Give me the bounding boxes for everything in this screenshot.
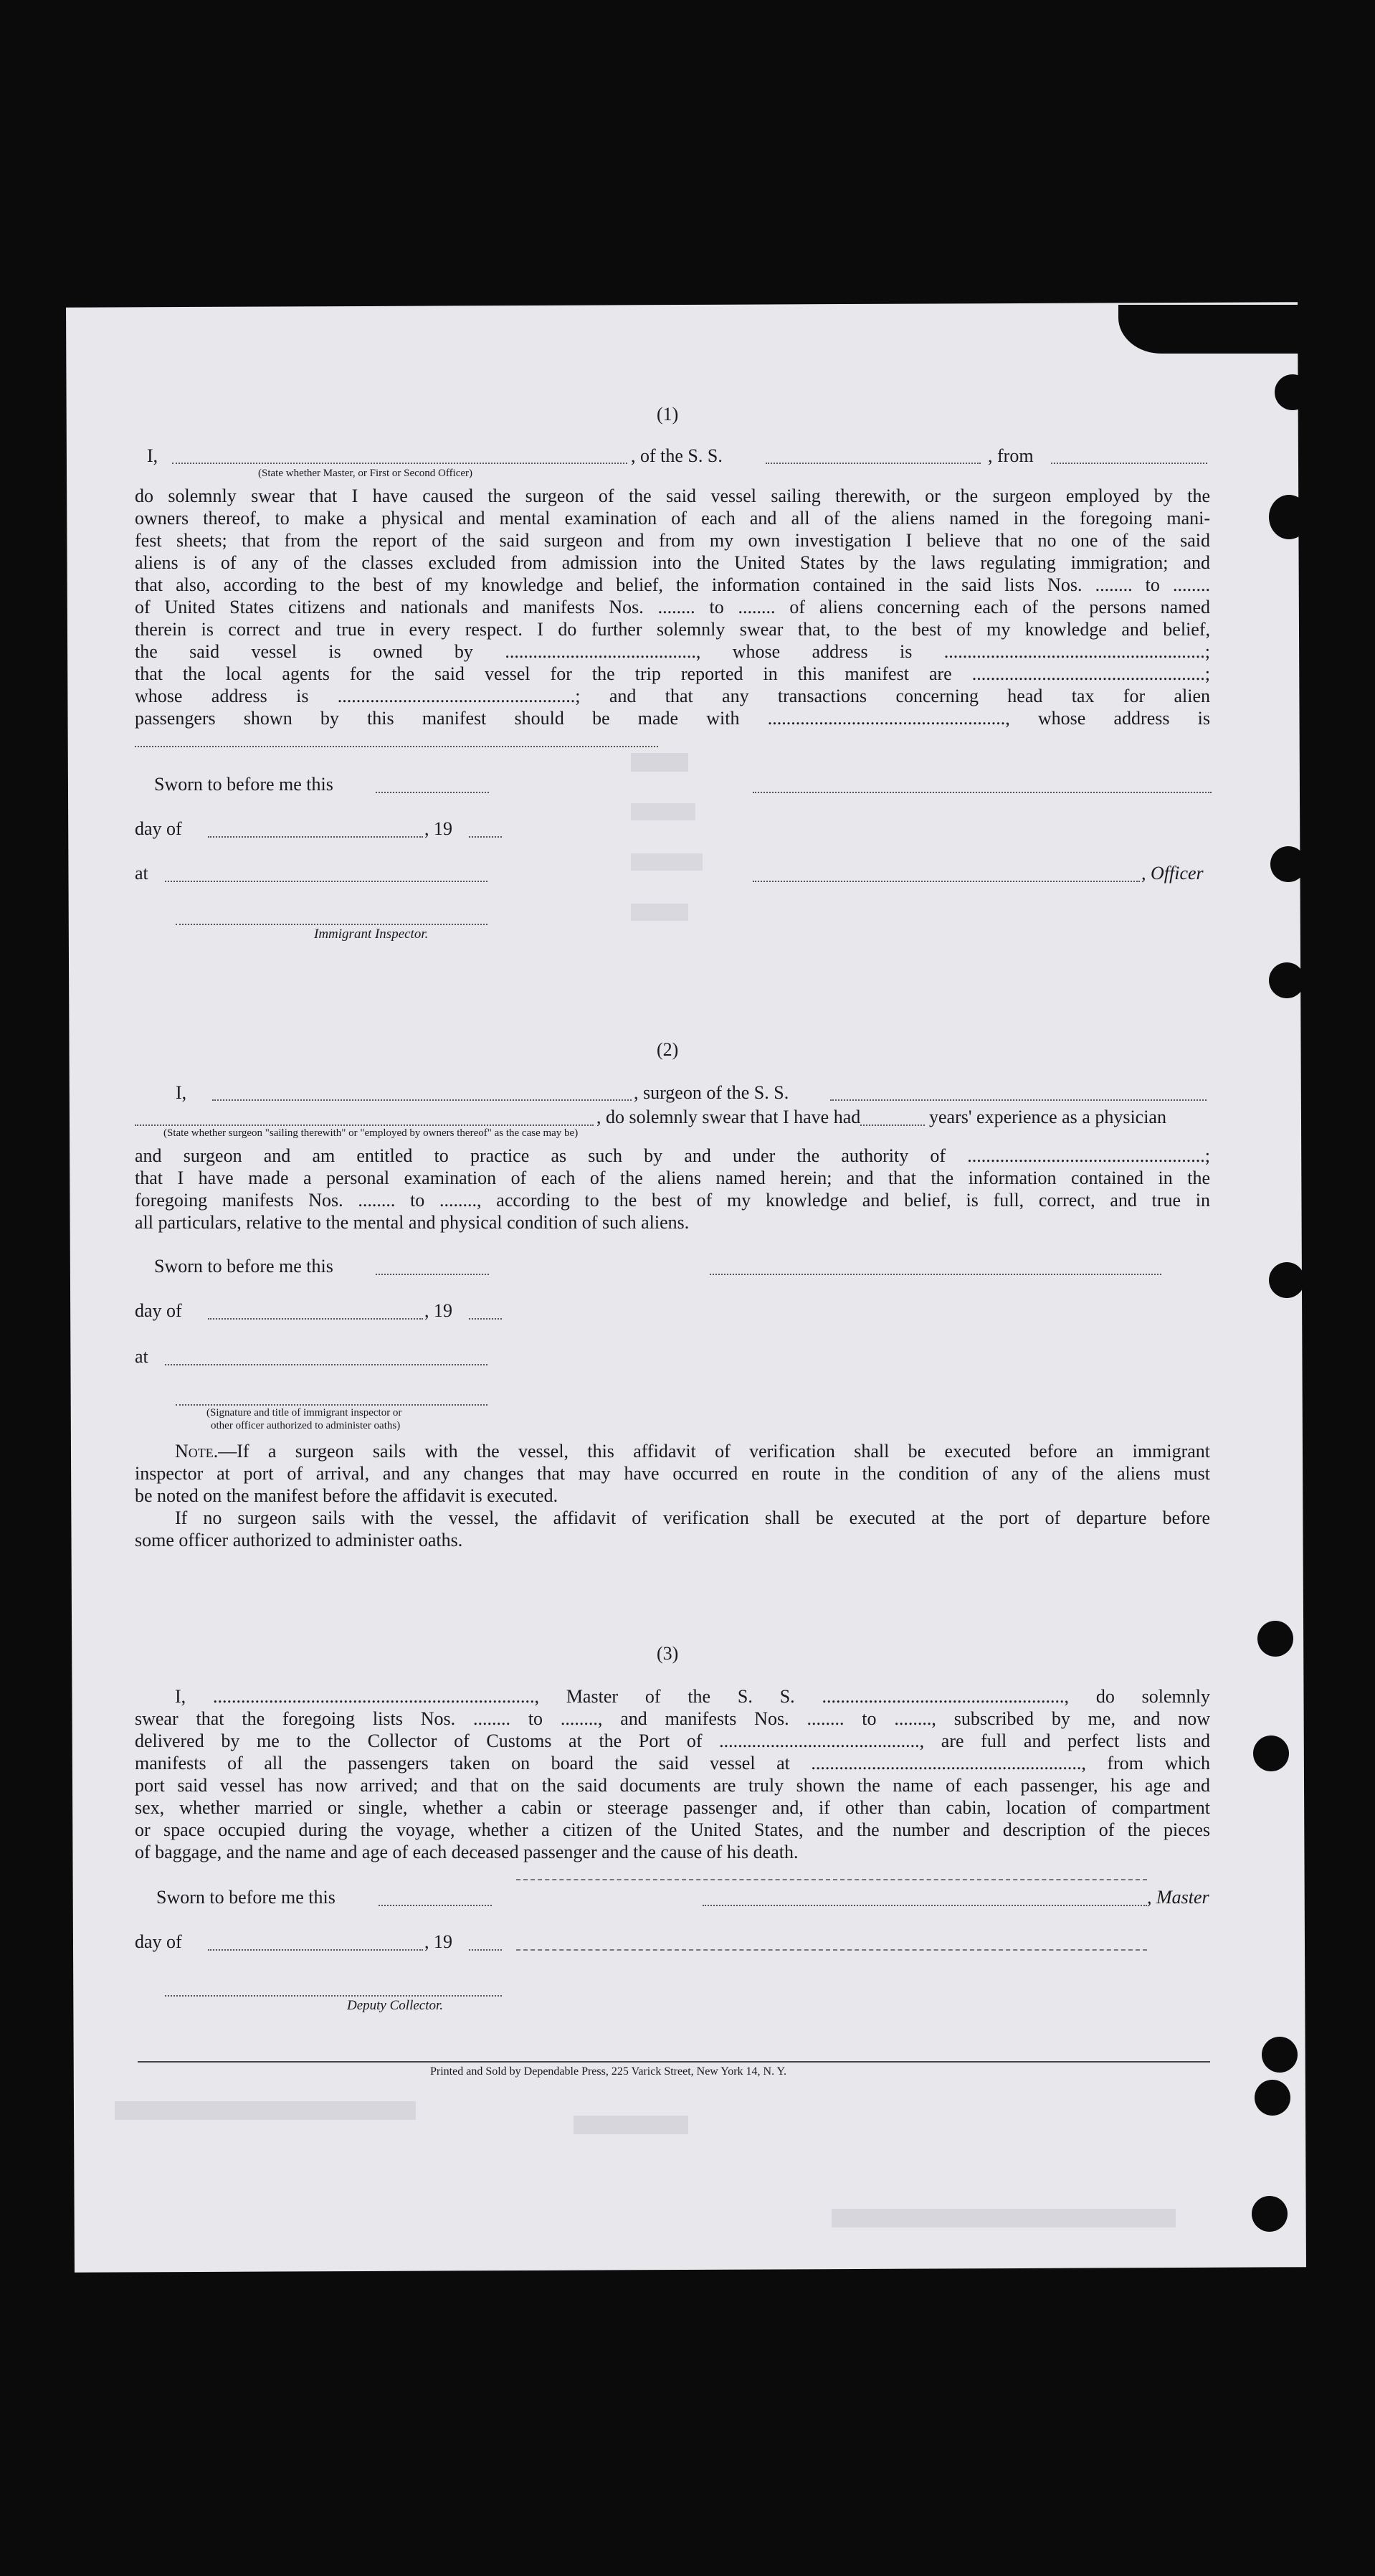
immigrant-inspector-caption: Immigrant Inspector. xyxy=(314,927,429,942)
section-2-number: (2) xyxy=(657,1039,679,1060)
section-1-from: , from xyxy=(988,445,1034,466)
section-3-number: (3) xyxy=(657,1643,679,1664)
section-2-inspector-signature-field[interactable] xyxy=(176,1404,487,1406)
section-2-surgeon-of-ss: , surgeon of the S. S. xyxy=(634,1082,789,1103)
section-2-paragraph xyxy=(135,1145,1210,1233)
section-3-year-label: , 19 xyxy=(424,1931,452,1952)
note-line: inspector at port of arrival, and any changes that may have occurred en route in the condition of any of the aliens must xyxy=(135,1463,1210,1484)
vessel-name-field[interactable] xyxy=(766,463,981,464)
bleed-through-mark xyxy=(574,2116,688,2134)
section-2-line: foregoing manifests Nos. ........ to ........, according to the best of my knowledge and belief, is full, correct, and true in xyxy=(135,1190,1210,1211)
bleed-through-mark xyxy=(631,803,695,820)
section-1-year-label: , 19 xyxy=(424,818,452,839)
section-3-day-field[interactable] xyxy=(208,1949,423,1951)
section-2-at-field[interactable] xyxy=(165,1364,487,1365)
note-line: some officer authorized to administer oaths. xyxy=(135,1530,463,1550)
section-1-officer-field[interactable] xyxy=(753,881,1140,882)
section-1-i: I, xyxy=(147,445,158,466)
section-1-line: do solemnly swear that I have caused the surgeon of the said vessel sailing therewith, or the surgeon employed by the xyxy=(135,486,1210,506)
section-1-inspector-signature-field[interactable] xyxy=(176,924,487,925)
section-1-sworn-label: Sworn to before me this xyxy=(154,774,333,795)
section-1-of-ss: , of the S. S. xyxy=(631,445,723,466)
section-3-line: delivered by me to the Collector of Customs at the Port of ..........................................., are full and perfect lists and xyxy=(135,1730,1210,1751)
section-2-swear: , do solemnly swear that I have had xyxy=(596,1107,861,1127)
section-2-line: all particulars, relative to the mental and physical condition of such aliens. xyxy=(135,1212,690,1233)
bleed-through-mark xyxy=(631,853,703,871)
note-label: Note. xyxy=(175,1441,219,1462)
section-2-vessel-field[interactable] xyxy=(830,1099,1207,1101)
surgeon-name-field[interactable] xyxy=(212,1099,632,1101)
section-2-years: years' experience as a physician xyxy=(929,1107,1166,1127)
from-port-field[interactable] xyxy=(1051,463,1207,464)
section-1-sworn-date-field[interactable] xyxy=(376,792,489,793)
section-1-paragraph xyxy=(135,485,1210,729)
bleed-through-mark xyxy=(631,753,688,772)
binder-hole xyxy=(1270,846,1306,882)
section-2-day-field[interactable] xyxy=(208,1318,423,1320)
section-1-officer-label: , Officer xyxy=(1141,863,1204,884)
section-1-line: aliens is of any of the classes excluded from admission into the United States by the laws regulating immigration; and xyxy=(135,552,1210,573)
binder-hole xyxy=(1252,2196,1288,2232)
footer-rule xyxy=(138,2061,1210,2063)
section-3-line: manifests of all the passengers taken on board the said vessel at .........................................................., from which xyxy=(135,1753,1210,1774)
section-3-line: I, ....................................................................., Master of the S. S. ...................................................., do solemnly xyxy=(175,1686,1210,1707)
note-line xyxy=(135,1440,1210,1462)
bleed-through-mark xyxy=(631,904,688,921)
section-3-line: sex, whether married or single, whether a cabin or steerage passenger and, if other than cabin, location of compartment xyxy=(135,1797,1210,1818)
surgeon-status-field[interactable] xyxy=(135,1124,594,1126)
binder-hole xyxy=(1269,1262,1305,1298)
section-1-at-label: at xyxy=(135,863,148,884)
section-3-line: or space occupied during the voyage, whether a citizen of the United States, and the number and description of the pieces xyxy=(135,1819,1210,1840)
signature-caption-line-1: (Signature and title of immigrant inspector or xyxy=(206,1407,402,1419)
section-3-master-label: , Master xyxy=(1147,1887,1209,1908)
section-2-i: I, xyxy=(176,1082,187,1103)
section-1-line: the said vessel is owned by ........................................., whose address is ........................................................; xyxy=(135,641,1210,662)
note-line: If no surgeon sails with the vessel, the affidavit of verification shall be executed at the port of departure before xyxy=(175,1507,1210,1528)
section-3-year-field[interactable] xyxy=(469,1949,502,1951)
binder-hole xyxy=(1269,495,1309,539)
section-1-at-field[interactable] xyxy=(165,881,487,882)
section-3-dashed-rule xyxy=(516,1949,1147,1951)
printer-credit: Printed and Sold by Dependable Press, 225 Varick Street, New York 14, N. Y. xyxy=(430,2065,786,2078)
section-2-line: that I have made a personal examination of each of the aliens named herein; and that the information contained in the xyxy=(135,1168,1210,1188)
section-2-year-field[interactable] xyxy=(469,1318,502,1320)
note-line: be noted on the manifest before the affidavit is executed. xyxy=(135,1485,558,1506)
note-block xyxy=(135,1440,1210,1551)
section-1-line: passengers shown by this manifest should be made with ..................................................., whose address is xyxy=(135,708,1210,729)
section-1-line: whose address is ...................................................; and that any transactions concerning head tax for alien xyxy=(135,686,1210,706)
binder-hole xyxy=(1275,374,1310,410)
section-1-line: therein is correct and true in every respect. I do further solemnly swear that, to the best of my knowledge and belief, xyxy=(135,619,1210,640)
section-1-number: (1) xyxy=(657,404,679,425)
years-experience-field[interactable] xyxy=(860,1124,925,1126)
torn-corner xyxy=(1118,305,1305,354)
section-3-day-of-label: day of xyxy=(135,1931,182,1952)
section-1-day-field[interactable] xyxy=(208,836,423,838)
section-2-signature-field[interactable] xyxy=(710,1274,1161,1275)
section-1-line: of United States citizens and nationals and manifests Nos. ........ to ........ of aliens concerning each of the persons named xyxy=(135,597,1210,617)
master-name-field[interactable] xyxy=(172,463,627,464)
section-1-line: that also, according to the best of my knowledge and belief, the information contained in the said lists Nos. ........ to ........ xyxy=(135,574,1210,595)
section-1-year-field[interactable] xyxy=(469,836,502,838)
address-continuation-field[interactable] xyxy=(135,746,658,747)
section-3-sworn-label: Sworn to before me this xyxy=(156,1887,336,1908)
section-1-line: owners thereof, to make a physical and mental examination of each and all of the aliens named in the foregoing mani- xyxy=(135,508,1210,529)
section-2-at-label: at xyxy=(135,1346,148,1367)
section-3-dashed-rule xyxy=(516,1879,1147,1880)
binder-hole xyxy=(1257,1621,1293,1657)
section-3-line: swear that the foregoing lists Nos. ........ to ........, and manifests Nos. ........ to ........, subscribed by me, and now xyxy=(135,1708,1210,1729)
section-2-day-of-label: day of xyxy=(135,1300,182,1321)
binder-hole xyxy=(1262,2037,1298,2073)
binder-hole xyxy=(1255,2080,1290,2116)
section-2-sworn-label: Sworn to before me this xyxy=(154,1256,333,1277)
signature-caption-line-2: other officer authorized to administer oaths) xyxy=(211,1420,401,1431)
bleed-through-mark xyxy=(832,2209,1176,2227)
section-2-sworn-date-field[interactable] xyxy=(376,1274,489,1275)
section-3-line: port said vessel has now arrived; and that on the said documents are truly shown the name of each passenger, his age and xyxy=(135,1775,1210,1796)
binder-hole xyxy=(1269,962,1305,998)
section-1-line: that the local agents for the said vessel for the trip reported in this manifest are ..................................................; xyxy=(135,663,1210,684)
section-1-signature-field[interactable] xyxy=(753,792,1212,793)
section-3-paragraph xyxy=(135,1685,1210,1863)
section-3-sworn-date-field[interactable] xyxy=(379,1905,492,1906)
deputy-collector-signature-field[interactable] xyxy=(165,1995,502,1997)
note-text: —If a surgeon sails with the vessel, this affidavit of verification shall be executed before an immigrant xyxy=(218,1441,1210,1462)
bleed-through-mark xyxy=(115,2101,416,2120)
binder-hole xyxy=(1253,1736,1289,1771)
section-3-master-signature-field[interactable] xyxy=(703,1905,1147,1906)
master-caption: (State whether Master, or First or Second Officer) xyxy=(258,468,473,479)
surgeon-caption: (State whether surgeon "sailing therewith" or "employed by owners thereof" as the case may be) xyxy=(163,1127,579,1139)
section-2-year-label: , 19 xyxy=(424,1300,452,1321)
section-2-line: and surgeon and am entitled to practice as such by and under the authority of ...................................................; xyxy=(135,1145,1210,1166)
deputy-collector-caption: Deputy Collector. xyxy=(347,1998,444,2013)
section-3-line: of baggage, and the name and age of each deceased passenger and the cause of his death. xyxy=(135,1842,799,1862)
section-1-line: fest sheets; that from the report of the said surgeon and from my own investigation I believe that no one of the said xyxy=(135,530,1210,551)
section-1-day-of-label: day of xyxy=(135,818,182,839)
